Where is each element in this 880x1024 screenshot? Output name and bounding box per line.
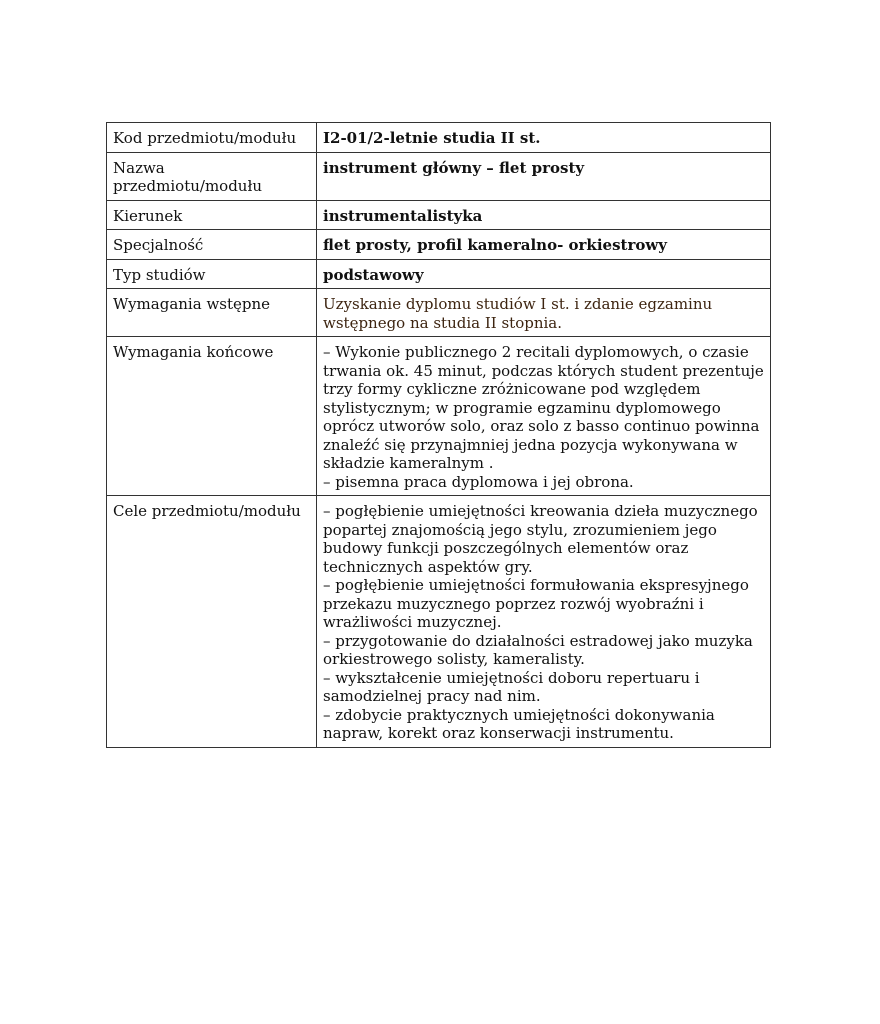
table-row	[107, 289, 771, 337]
row-label-specialty: Specjalność	[107, 230, 317, 260]
list-item: – Wykonie publicznego 2 recitali dyplomowych, o czasie trwania ok. 45 minut, podczas których student prezentuje trzy formy cykliczne zróżnicowane pod względem stylistycznym; w programie egzaminu dyplomowego oprócz utworów solo, oraz solo z basso continuo powinna znaleźć się przynajmniej jedna pozycja wykonywana w składzie kameralnym .	[323, 343, 764, 472]
table-row	[107, 123, 771, 153]
list-item: – pogłębienie umiejętności formułowania ekspresyjnego przekazu muzycznego poprzez rozwój wyobraźni i wrażliwości muzycznej.	[323, 576, 749, 631]
row-value-course-goals	[317, 496, 771, 748]
list-item: – przygotowanie do działalności estradowej jako muzyka orkiestrowego solisty, kameralisty.	[323, 631, 753, 668]
table-row	[107, 200, 771, 230]
list-item: – pogłębienie umiejętności kreowania dzieła muzycznego popartej znajomością jego stylu, zrozumieniem jego budowy funkcji poszczególnych elementów oraz technicznych aspektów gry.	[323, 502, 758, 576]
row-label-course-code: Kod przedmiotu/modułu	[107, 123, 317, 153]
row-value-course-name: instrument główny – flet prosty	[317, 152, 771, 200]
table-row	[107, 152, 771, 200]
row-label-course-goals: Cele przedmiotu/modułu	[107, 496, 317, 748]
row-value-study-type: podstawowy	[317, 259, 771, 289]
row-label-final-requirements: Wymagania końcowe	[107, 337, 317, 496]
row-label-study-type: Typ studiów	[107, 259, 317, 289]
row-value-final-requirements	[317, 337, 771, 496]
course-info-table	[106, 122, 771, 748]
list-item: – wykształcenie umiejętności doboru repertuaru i samodzielnej pracy nad nim.	[323, 668, 700, 705]
table-row	[107, 337, 771, 496]
row-label-field: Kierunek	[107, 200, 317, 230]
row-label-entry-requirements: Wymagania wstępne	[107, 289, 317, 337]
table-row	[107, 259, 771, 289]
table-row	[107, 230, 771, 260]
list-item: – pisemna praca dyplomowa i jej obrona.	[323, 472, 634, 491]
row-value-field: instrumentalistyka	[317, 200, 771, 230]
list-item: – zdobycie praktycznych umiejętności dokonywania napraw, korekt oraz konserwacji instrumentu.	[323, 705, 715, 742]
row-value-course-code: I2-01/2-letnie studia II st.	[317, 123, 771, 153]
row-label-course-name: Nazwa przedmiotu/modułu	[107, 152, 317, 200]
row-value-specialty: flet prosty, profil kameralno- orkiestrowy	[317, 230, 771, 260]
row-value-entry-requirements: Uzyskanie dyplomu studiów I st. i zdanie egzaminu wstępnego na studia II stopnia.	[317, 289, 771, 337]
table-row	[107, 496, 771, 748]
